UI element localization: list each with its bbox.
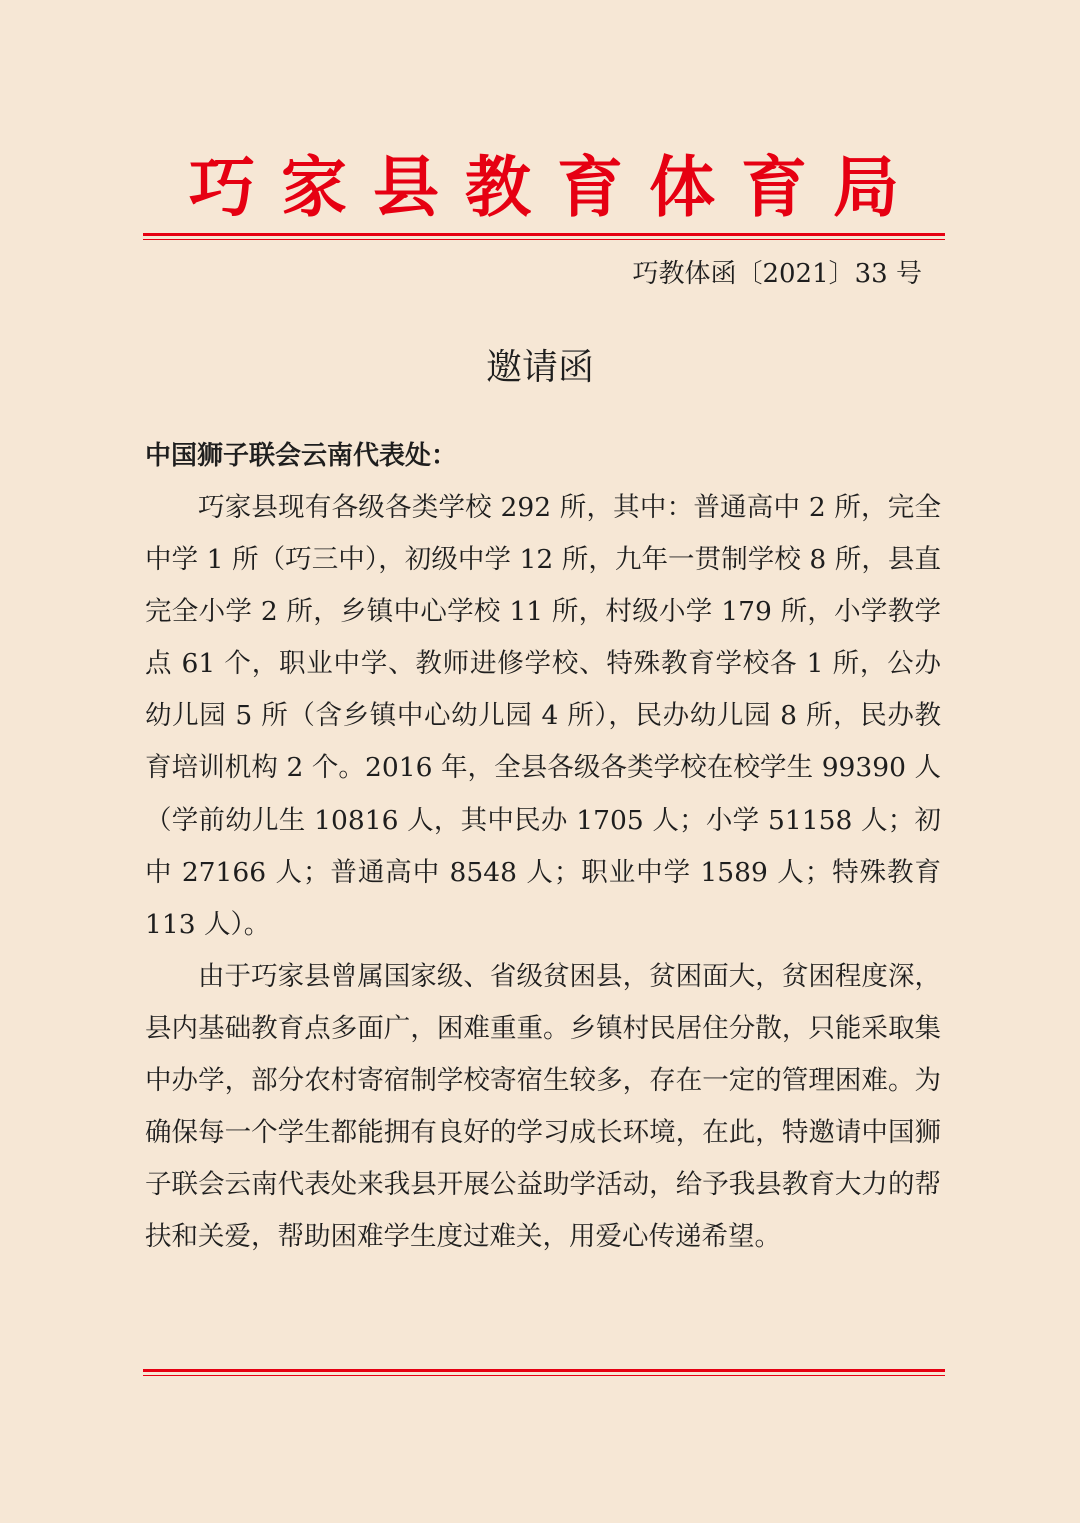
agency-title-char: 县 [373, 149, 439, 226]
body-paragraph: 由于巧家县曾属国家级、省级贫困县，贫困面大，贫困程度深，县内基础教育点多面广，困难重重。乡镇村民居住分散，只能采取集中办学，部分农村寄宿制学校寄宿生较多，存在一定的管理困难。为确保每一个学生都能拥有良好的学习成长环境，在此，特邀请中国狮子联会云南代表处来我县开展公益助学活动，给予我县教育大力的帮扶和关爱，帮助困难学生度过难关，用爱心传递希望。 [145, 961, 941, 1253]
agency-title-char: 局 [833, 149, 899, 226]
document-number: 巧教体函〔2021〕33 号 [632, 259, 922, 289]
agency-title-char: 教 [465, 149, 531, 226]
body-paragraph: 巧家县现有各级各类学校 292 所，其中：普通高中 2 所，完全中学 1 所（巧三中），初级中学 12 所，九年一贯制学校 8 所，县直完全小学 2 所，乡镇中心学校 11 所，村级小学 179 所，小学教学点 61 个，职业中学、教师进修学校、特殊教育学校各 1 所，公办幼儿园 5 所（含乡镇中心幼儿园 4 所），民办幼儿园 8 所，民办教育培训机构 2 个。2016 年，全县各级各类学校在校学生 99390 人（学前幼儿生 10816 人，其中民办 1705 人；小学 51158 人；初中 27166 人；普通高中 8548 人；职业中学 1589 人；特殊教育 113 人）。 [145, 492, 941, 940]
agency-title-char: 育 [741, 149, 807, 226]
agency-title [143, 148, 945, 228]
header-divider-thin [143, 239, 945, 240]
document-heading: 邀请函 [485, 347, 594, 388]
recipient-salutation: 中国狮子联会云南代表处： [145, 441, 458, 471]
agency-title-char: 巧 [189, 149, 255, 226]
footer-divider-thin [143, 1375, 945, 1376]
header-divider-thick [143, 233, 945, 236]
agency-title-char: 家 [281, 149, 347, 226]
footer-divider-thick [143, 1369, 945, 1372]
agency-title-char: 育 [557, 149, 623, 226]
agency-title-char: 体 [649, 149, 715, 226]
